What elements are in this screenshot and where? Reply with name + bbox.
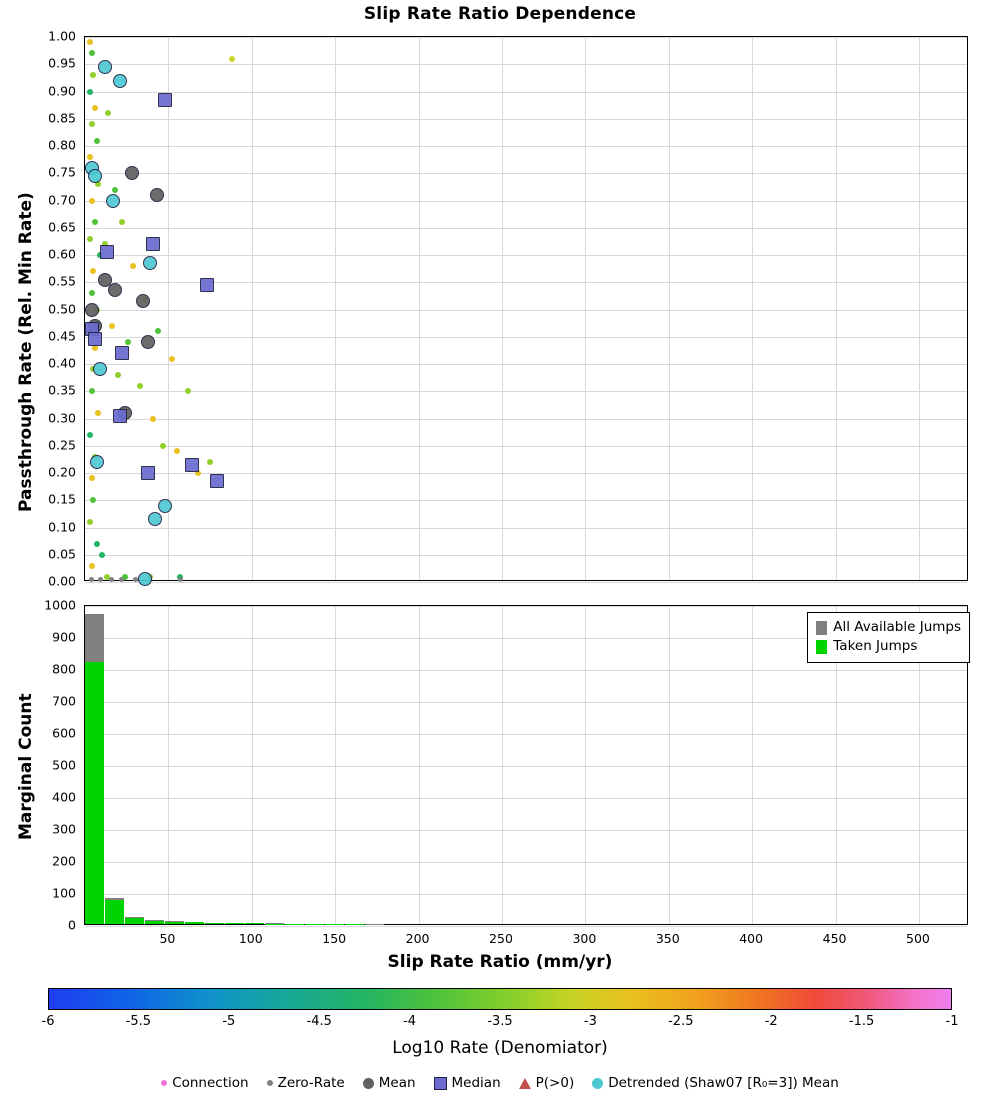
- scatter-point: [200, 278, 214, 292]
- scatter-point: [229, 56, 235, 62]
- marker-legend-label: Zero-Rate: [277, 1075, 345, 1091]
- triangle-icon: [519, 1078, 531, 1089]
- marker-legend-item: [363, 1075, 416, 1091]
- scatter-point: [185, 458, 199, 472]
- hist-y-tick: 800: [52, 661, 76, 677]
- scatter-point: [87, 519, 93, 525]
- scatter-point: [85, 303, 99, 317]
- scatter-point: [90, 497, 96, 503]
- colorbar-tick: -6: [41, 1014, 55, 1029]
- histogram-bar: [125, 918, 144, 924]
- scatter-point: [115, 346, 129, 360]
- scatter-point: [90, 72, 96, 78]
- histogram-legend: [807, 612, 970, 663]
- histogram-bar: [105, 900, 124, 924]
- scatter-point: [155, 328, 161, 334]
- gridline: [502, 37, 503, 580]
- marker-legend-item: [519, 1075, 575, 1091]
- hist-x-tick: 450: [822, 931, 847, 946]
- scatter-y-tick: 0.25: [48, 437, 76, 453]
- scatter-point: [87, 39, 93, 45]
- scatter-point: [137, 383, 143, 389]
- gridline: [168, 606, 169, 924]
- scatter-y-tick: 0.70: [48, 192, 76, 207]
- scatter-point: [90, 268, 96, 274]
- marker-legend: [0, 1075, 1000, 1091]
- scatter-point: [109, 323, 115, 329]
- gridline: [335, 606, 336, 924]
- colorbar-tick: -2: [764, 1014, 778, 1029]
- scatter-point: [109, 577, 114, 582]
- scatter-point: [141, 466, 155, 480]
- hist-x-tick: 250: [489, 931, 513, 946]
- hist-y-tick: 900: [52, 629, 76, 645]
- scatter-point: [160, 443, 166, 449]
- colorbar-tick: -3: [583, 1014, 597, 1029]
- scatter-point: [94, 138, 100, 144]
- hist-y-tick: 500: [52, 757, 76, 773]
- marker-legend-label: Mean: [378, 1075, 416, 1091]
- scatter-point: [92, 105, 98, 111]
- colorbar-tick: -2.5: [668, 1014, 694, 1029]
- legend-item: [816, 637, 961, 656]
- scatter-point: [150, 188, 164, 202]
- scatter-point: [133, 577, 138, 582]
- passthrough-scatter-plot: [84, 36, 968, 581]
- scatter-point: [119, 219, 125, 225]
- scatter-point: [143, 256, 157, 270]
- circle-icon: [161, 1080, 167, 1086]
- hist-x-tick: 100: [238, 931, 263, 946]
- marker-legend-item: [267, 1075, 345, 1091]
- scatter-point: [150, 416, 156, 422]
- scatter-y-tick: 0.15: [48, 491, 76, 507]
- colorbar-tick: -1.5: [848, 1014, 875, 1029]
- scatter-point: [178, 577, 183, 582]
- scatter-y-tick: 0.05: [48, 546, 76, 562]
- scatter-point: [88, 169, 102, 183]
- circle-icon: [592, 1078, 603, 1089]
- histogram-bar: [205, 923, 224, 924]
- scatter-y-axis-label: Passthrough Rate (Rel. Min Rate): [16, 192, 36, 512]
- scatter-y-tick: 1.00: [48, 28, 76, 44]
- scatter-point: [89, 50, 95, 56]
- colorbar-label: Log10 Rate (Denomiator): [392, 1038, 608, 1058]
- scatter-point: [158, 499, 172, 513]
- scatter-y-tick: 0.40: [48, 355, 76, 371]
- legend-item: [816, 618, 961, 637]
- scatter-point: [185, 388, 191, 394]
- scatter-point: [88, 332, 102, 346]
- circle-icon: [267, 1080, 273, 1086]
- scatter-point: [115, 372, 121, 378]
- scatter-point: [113, 74, 127, 88]
- histogram-bar: [165, 922, 184, 924]
- gridline: [669, 606, 670, 924]
- scatter-point: [89, 121, 95, 127]
- scatter-point: [89, 388, 95, 394]
- scatter-point: [113, 409, 127, 423]
- page-title: Slip Rate Ratio Dependence: [363, 4, 637, 24]
- scatter-point: [146, 237, 160, 251]
- scatter-point: [89, 563, 95, 569]
- scatter-point: [95, 410, 101, 416]
- gridline: [669, 37, 670, 580]
- scatter-point: [89, 577, 94, 582]
- hist-x-tick: 500: [906, 931, 930, 946]
- marker-legend-label: Median: [451, 1075, 501, 1091]
- scatter-y-tick: 0.20: [48, 464, 76, 480]
- scatter-point: [112, 187, 118, 193]
- hist-y-tick: 100: [52, 885, 76, 901]
- scatter-point: [87, 236, 93, 242]
- colorbar-tick: -4.5: [306, 1014, 332, 1029]
- marker-legend-item: [592, 1075, 839, 1091]
- scatter-y-tick: 0.55: [48, 273, 76, 289]
- scatter-point: [87, 432, 93, 438]
- scatter-point: [141, 335, 155, 349]
- gridline: [502, 606, 503, 924]
- marker-legend-item: [434, 1075, 501, 1091]
- gridline: [85, 926, 967, 927]
- colorbar-tick: -5: [222, 1014, 236, 1029]
- histogram-bar: [185, 922, 204, 924]
- colorbar-tick: -3.5: [487, 1014, 513, 1029]
- scatter-y-tick: 0.00: [48, 573, 76, 589]
- hist-y-tick: 600: [52, 725, 76, 741]
- hist-y-tick: 400: [52, 789, 76, 805]
- scatter-point: [174, 448, 180, 454]
- gridline: [585, 37, 586, 580]
- scatter-y-tick: 0.90: [48, 83, 76, 98]
- scatter-point: [148, 512, 162, 526]
- scatter-y-tick: 0.30: [48, 410, 76, 425]
- gridline: [419, 606, 420, 924]
- legend-swatch: [816, 621, 827, 635]
- hist-y-tick: 200: [52, 853, 76, 869]
- scatter-y-tick: 0.65: [48, 219, 76, 235]
- scatter-point: [207, 459, 213, 465]
- scatter-y-tick: 0.10: [48, 519, 76, 534]
- scatter-point: [94, 541, 100, 547]
- scatter-point: [89, 198, 95, 204]
- legend-swatch: [816, 640, 827, 654]
- scatter-point: [87, 89, 93, 95]
- circle-icon: [363, 1078, 374, 1089]
- gridline: [419, 37, 420, 580]
- scatter-point: [93, 362, 107, 376]
- scatter-point: [105, 110, 111, 116]
- marker-legend-label: P(>0): [535, 1075, 575, 1091]
- hist-x-tick: 400: [739, 931, 764, 946]
- legend-label: Taken Jumps: [833, 638, 918, 654]
- scatter-y-tick: 0.80: [48, 137, 76, 153]
- scatter-point: [89, 475, 95, 481]
- scatter-point: [210, 474, 224, 488]
- histogram-bar: [225, 923, 244, 924]
- scatter-y-tick: 0.35: [48, 382, 76, 398]
- gridline: [335, 37, 336, 580]
- hist-y-tick: 0: [68, 917, 76, 933]
- scatter-y-tick: 0.75: [48, 164, 76, 180]
- scatter-point: [87, 154, 93, 160]
- scatter-point: [136, 294, 150, 308]
- marker-legend-label: Connection: [172, 1075, 249, 1091]
- marker-legend-label: Detrended (Shaw07 [R₀=3]) Mean: [608, 1075, 839, 1091]
- scatter-point: [125, 166, 139, 180]
- histogram-bar: [145, 921, 164, 924]
- hist-x-tick: 350: [655, 931, 680, 946]
- histogram-bar: [245, 923, 264, 924]
- gridline: [752, 37, 753, 580]
- scatter-point: [125, 339, 131, 345]
- colorbar-tick: -5.5: [125, 1014, 152, 1029]
- scatter-point: [92, 219, 98, 225]
- scatter-point: [98, 60, 112, 74]
- scatter-point: [119, 577, 124, 582]
- gridline: [85, 582, 967, 583]
- hist-x-tick: 150: [322, 931, 347, 946]
- scatter-point: [138, 572, 152, 586]
- scatter-point: [98, 577, 103, 582]
- colorbar-tick: -4: [403, 1014, 417, 1029]
- gridline: [836, 37, 837, 580]
- scatter-y-tick: 0.85: [48, 110, 76, 126]
- scatter-y-tick: 0.95: [48, 55, 76, 71]
- scatter-point: [99, 552, 105, 558]
- scatter-point: [106, 194, 120, 208]
- hist-y-tick: 700: [52, 693, 76, 709]
- hist-x-tick: 300: [572, 931, 597, 946]
- scatter-y-tick: 0.45: [48, 328, 76, 344]
- scatter-y-tick: 0.50: [48, 301, 76, 316]
- marker-legend-item: [161, 1075, 248, 1091]
- colorbar-tick: -1: [945, 1014, 959, 1029]
- gridline: [919, 37, 920, 580]
- gridline: [168, 37, 169, 580]
- gridline: [585, 606, 586, 924]
- scatter-point: [100, 245, 114, 259]
- gridline: [752, 606, 753, 924]
- scatter-point: [158, 93, 172, 107]
- colorbar: [48, 988, 952, 1010]
- square-icon: [434, 1077, 447, 1090]
- hist-x-tick: 50: [159, 931, 176, 946]
- gridline: [252, 606, 253, 924]
- histogram-bar: [85, 662, 104, 924]
- hist-y-tick: 1000: [44, 597, 76, 613]
- hist-x-tick: 200: [405, 931, 430, 946]
- hist-x-axis-label: Slip Rate Ratio (mm/yr): [387, 952, 613, 972]
- scatter-point: [90, 455, 104, 469]
- scatter-point: [130, 263, 136, 269]
- scatter-point: [169, 356, 175, 362]
- scatter-y-tick: 0.60: [48, 246, 76, 262]
- scatter-point: [89, 290, 95, 296]
- gridline: [252, 37, 253, 580]
- scatter-point: [108, 283, 122, 297]
- legend-label: All Available Jumps: [833, 619, 961, 635]
- hist-y-tick: 300: [52, 821, 76, 837]
- hist-y-axis-label: Marginal Count: [16, 693, 36, 840]
